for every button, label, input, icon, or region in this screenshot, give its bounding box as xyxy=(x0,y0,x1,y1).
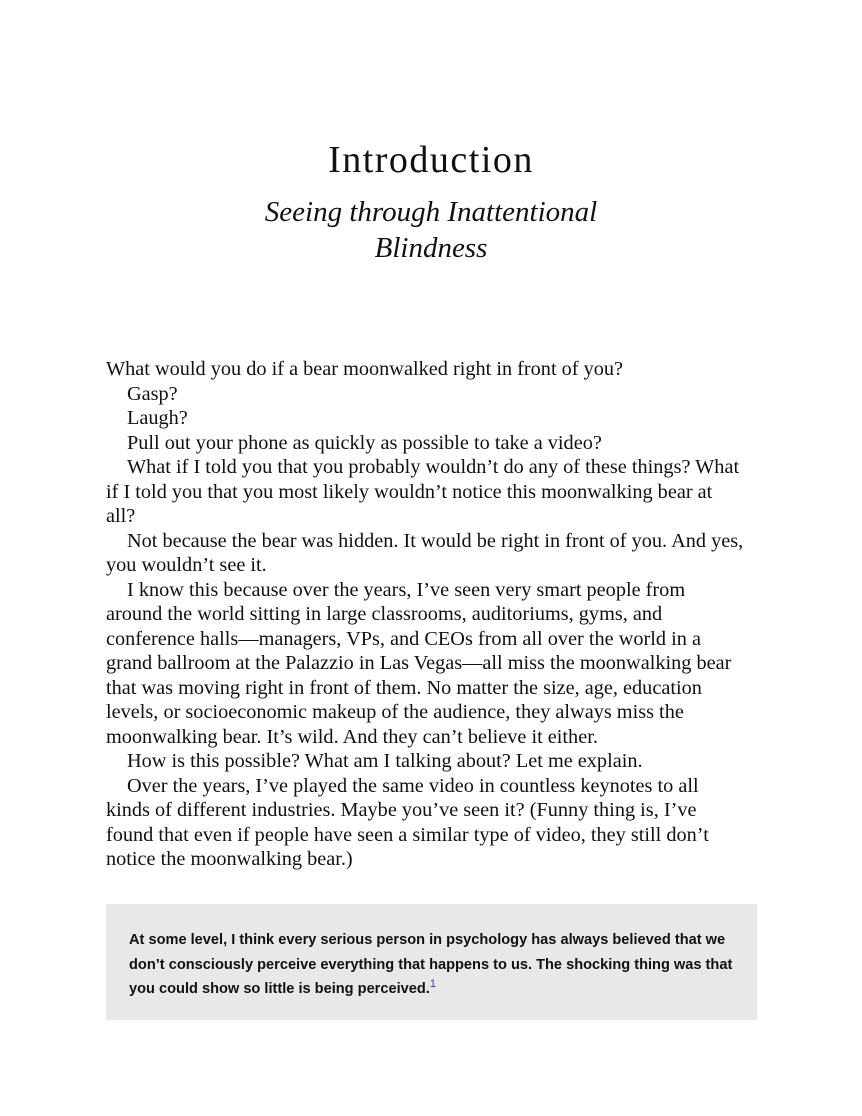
chapter-subtitle: Seeing through Inattentional Blindness xyxy=(264,196,598,264)
paragraph: What would you do if a bear moonwalked right in front of you? xyxy=(106,358,624,380)
paragraph: Pull out your phone as quickly as possible to take a video? xyxy=(127,431,602,454)
footnote-link[interactable]: 1 xyxy=(429,978,436,991)
paragraph: Not because the bear was hidden. It would be right in front of you. And yes, you wouldn’t see it. xyxy=(106,529,744,576)
paragraph: Laugh? xyxy=(127,407,188,429)
pull-quote-box xyxy=(106,904,757,1020)
paragraph: Over the years, I’ve played the same video in countless keynotes to all kinds of different industries. Maybe you’ve seen it? (Funny thing is, I’ve found that even if people have seen a similar type of video, they still don’t notice the moonwalking bear.) xyxy=(106,774,709,870)
pull-quote xyxy=(129,928,735,1002)
paragraph: What if I told you that you probably wouldn’t do any of these things? What if I told you that you most likely wouldn’t notice this moonwalking bear at all? xyxy=(106,456,740,527)
body-text xyxy=(106,357,746,872)
paragraph: Gasp? xyxy=(127,382,178,405)
paragraph: I know this because over the years, I’ve seen very smart people from around the world sitting in large classrooms, auditoriums, gyms, and conference halls—managers, VPs, and CEOs from all over the world in a grand ballroom at the Palazzio in Las Vegas—all miss the moonwalking bear that was moving right in front of them. No matter the size, age, education levels, or socioeconomic makeup of the audience, they always miss the moonwalking bear. It’s wild. And they can’t believe it either. xyxy=(106,578,732,748)
chapter-title: Introduction xyxy=(328,139,534,181)
pull-quote-text: At some level, I think every serious person in psychology has always believed that we don’t consciously perceive everything that happens to us. The shocking thing was that you could show so little is being perceived. xyxy=(129,932,733,997)
paragraph: How is this possible? What am I talking about? Let me explain. xyxy=(127,750,643,772)
